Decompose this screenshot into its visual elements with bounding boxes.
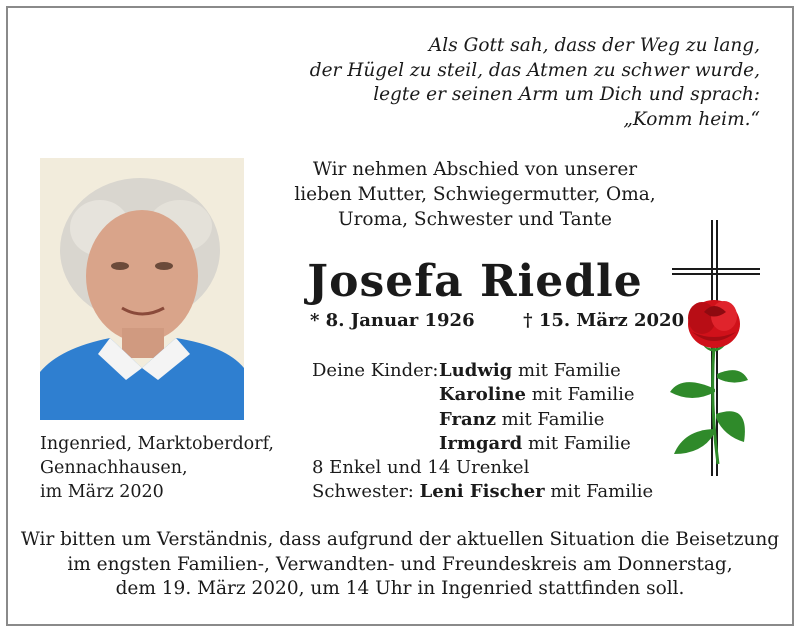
farewell-intro [275, 157, 675, 232]
portrait-illustration [40, 158, 244, 420]
intro-line: Wir nehmen Abschied von unserer [312, 159, 638, 180]
footer-line: Wir bitten um Verständnis, dass aufgrund der aktuellen Situation die Beisetzung [20, 529, 780, 550]
child-name: Ludwig [439, 360, 513, 381]
list-item [312, 359, 653, 383]
grandchildren-line: 8 Enkel und 14 Urenkel [312, 457, 530, 479]
sister-label: Schwester: [312, 481, 414, 503]
list-item [312, 383, 653, 407]
life-dates [310, 310, 684, 331]
quote-verse [290, 34, 760, 132]
child-suffix: mit Familie [522, 432, 631, 454]
list-item [312, 408, 653, 432]
child-name: Franz [439, 408, 496, 430]
child-name: Karoline [439, 384, 527, 406]
child-suffix: mit Familie [495, 408, 605, 430]
quote-line: legte er seinen Arm um Dich und sprach: [373, 84, 760, 105]
birth-date: * 8. Januar 1926 [310, 310, 475, 331]
portrait-photo [40, 158, 244, 420]
footer-line: im engsten Familien-, Verwandten- und Freundeskreis am Donnerstag, [67, 553, 733, 575]
sister-suffix: mit Familie [544, 481, 654, 503]
sister-name: Leni Fischer [419, 481, 545, 503]
location-line: im März 2020 [40, 482, 164, 502]
child-suffix: mit Familie [526, 384, 635, 406]
location-date [40, 432, 274, 504]
child-name: Irmgard [439, 432, 523, 454]
list-item [312, 480, 653, 504]
cross-rose-icon [662, 214, 772, 484]
footer-line: dem 19. März 2020, um 14 Uhr in Ingenried stattfinden soll. [115, 578, 685, 599]
quote-line: Als Gott sah, dass der Weg zu lang, [428, 35, 760, 56]
deceased-name: Josefa Riedle [307, 256, 643, 307]
intro-line: lieben Mutter, Schwiegermutter, Oma, [294, 184, 656, 205]
child-suffix: mit Familie [512, 360, 621, 381]
funeral-notice [20, 528, 780, 602]
intro-line: Uroma, Schwester und Tante [337, 209, 613, 230]
quote-line: „Komm heim.“ [623, 108, 760, 130]
family-list [312, 359, 653, 505]
death-date: † 15. März 2020 [523, 310, 685, 331]
rose-icon [670, 300, 748, 464]
list-item [312, 432, 653, 456]
location-line: Ingenried, Marktoberdorf, [40, 434, 274, 454]
location-line: Gennachhausen, [40, 458, 188, 478]
quote-line: der Hügel zu steil, das Atmen zu schwer wurde, [309, 59, 760, 81]
children-label: Deine Kinder: [312, 360, 439, 381]
